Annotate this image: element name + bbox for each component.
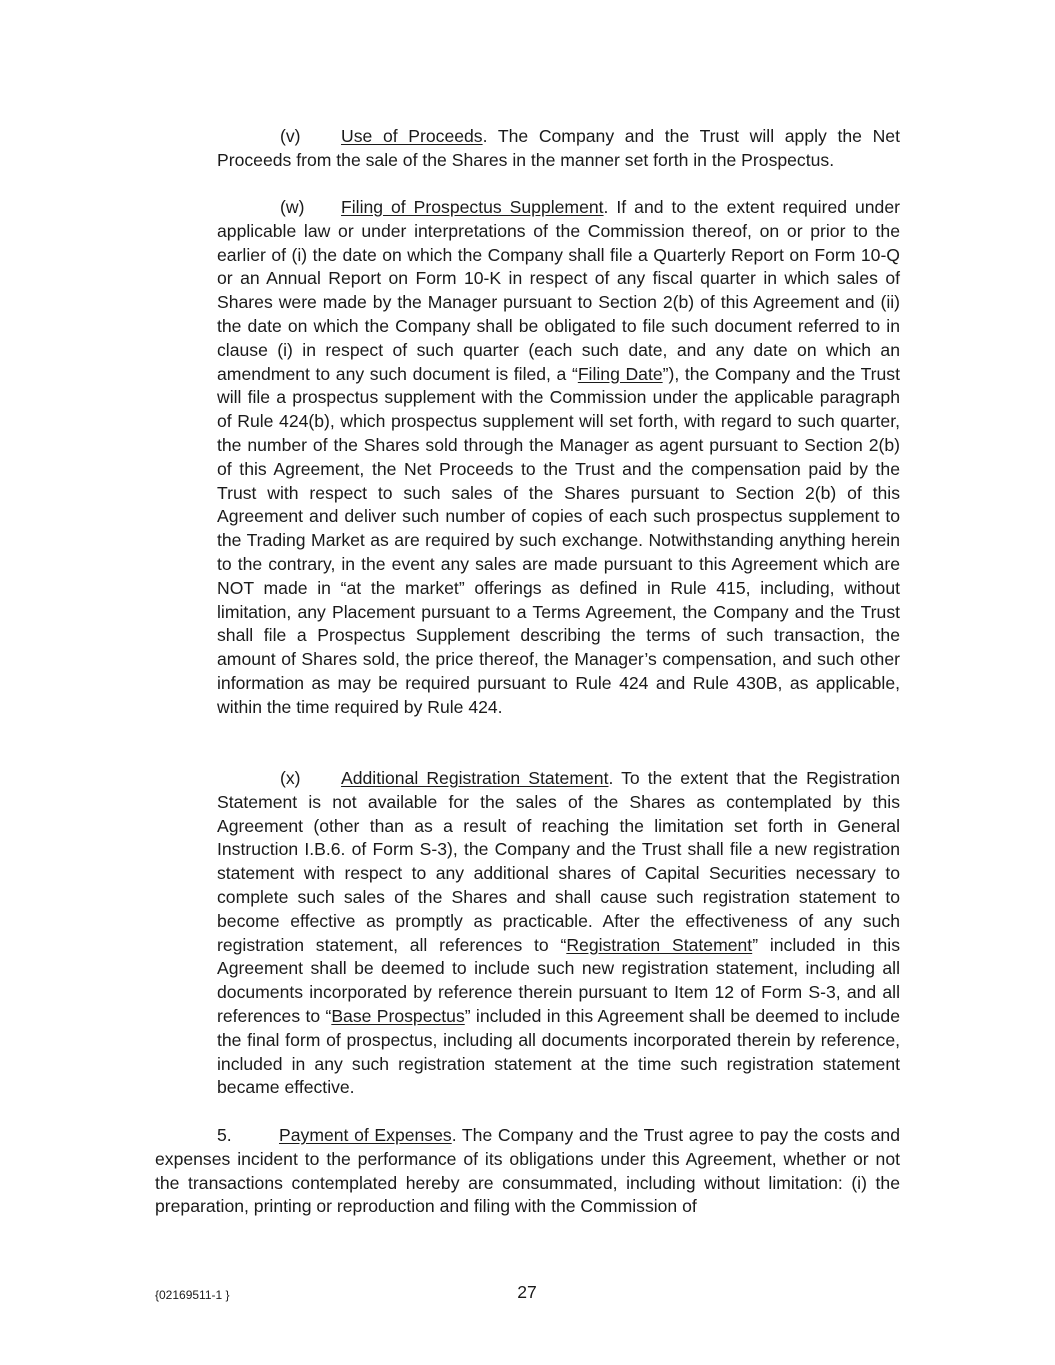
section-v-paragraph bbox=[217, 125, 900, 173]
section-5-paragraph bbox=[155, 1124, 900, 1219]
section-w-text-2: ”), the Company and the Trust will file a prospectus supplement with the Commission under the applicable paragraph of Rule 424(b), which prospectus supplement will set forth, with regard to such quarter, the number of the Shares sold through the Manager as agent pursuant to Section 2(b) of this Agreement, the Net Proceeds to the Trust and the compensation paid by the Trust with respect to such sales of the Shares pursuant to Section 2(b) of this Agreement and deliver such number of copies of each such prospectus supplement to the Trading Market as are required by such exchange. Notwithstanding anything herein to the contrary, in the event any sales are made pursuant to this Agreement which are NOT made in “at the market” offerings as defined in Rule 415, including, without limitation, any Placement pursuant to a Terms Agreement, the Company and the Trust shall file a Prospectus Supplement describing the terms of such transaction, the amount of Shares sold, the price thereof, the Manager’s compensation, and such other information as may be required pursuant to Rule 424 and Rule 430B, as applicable, within the time required by Rule 424. bbox=[217, 363, 900, 717]
section-w-paragraph bbox=[217, 196, 900, 720]
section-w-heading: Filing of Prospectus Supplement bbox=[341, 197, 604, 217]
section-x-label: (x) bbox=[280, 768, 301, 788]
section-x-paragraph bbox=[217, 767, 900, 1100]
section-v-heading: Use of Proceeds bbox=[341, 126, 483, 146]
footer-document-id: {02169511-1 } bbox=[155, 1288, 230, 1302]
section-5-text: . The Company and the Trust agree to pay the costs and expenses incident to the performance of its obligations under this Agreement, whether or not the transactions contemplated hereby are consummated, including without limitation: (i) the preparation, printing or reproduction and filing with the Commission of bbox=[155, 1125, 900, 1217]
section-v-text: . The Company and the Trust will apply the Net Proceeds from the sale of the Shares in the manner set forth in the Prospectus. bbox=[217, 126, 900, 170]
section-x-text-2: ” included in this Agreement shall be deemed to include such new registration statement, including all documents incorporated by reference therein pursuant to Item 12 of Form S-3, and all references to “ bbox=[217, 934, 900, 1026]
section-x-defined-term-1: Registration Statement bbox=[566, 934, 753, 955]
section-x-heading: Additional Registration Statement bbox=[341, 768, 609, 788]
section-x-text-3: ” included in this Agreement shall be deemed to include the final form of prospectus, including all documents incorporated therein by reference, included in any such registration statement at the time such registration statement became effective. bbox=[217, 1005, 900, 1098]
section-x-text-1: . To the extent that the Registration Statement is not available for the sales of the Shares as contemplated by this Agreement (other than as a result of reaching the limitation set forth in General Instruction I.B.6. of Form S-3), the Company and the Trust shall file a new registration statement with respect to any additional shares of Capital Securities necessary to complete such sales of the Shares and shall cause such registration statement to become effective as promptly as practicable. After the effectiveness of any such registration statement, all references to “ bbox=[217, 768, 900, 955]
section-v-label: (v) bbox=[280, 126, 301, 146]
section-w-label: (w) bbox=[280, 197, 305, 217]
section-5-heading: Payment of Expenses bbox=[279, 1125, 452, 1145]
section-w-text-1: . If and to the extent required under applicable law or under interpretations of the Commission thereof, on or prior to the earlier of (i) the date on which the Company shall file a Quarterly Report on Form 10-Q or an Annual Report on Form 10-K in respect of any fiscal quarter in which sales of Shares were made by the Manager pursuant to Section 2(b) of this Agreement and (ii) the date on which the Company shall be obligated to file such document referred to in clause (i) in respect of such quarter (each such date, and any date on which an amendment to any such document is filed, a “ bbox=[217, 197, 900, 384]
section-x-defined-term-2: Base Prospectus bbox=[331, 1005, 465, 1026]
page-number: 27 bbox=[517, 1282, 537, 1302]
section-w-defined-term: Filing Date bbox=[577, 363, 663, 384]
section-5-label: 5. bbox=[217, 1125, 232, 1145]
